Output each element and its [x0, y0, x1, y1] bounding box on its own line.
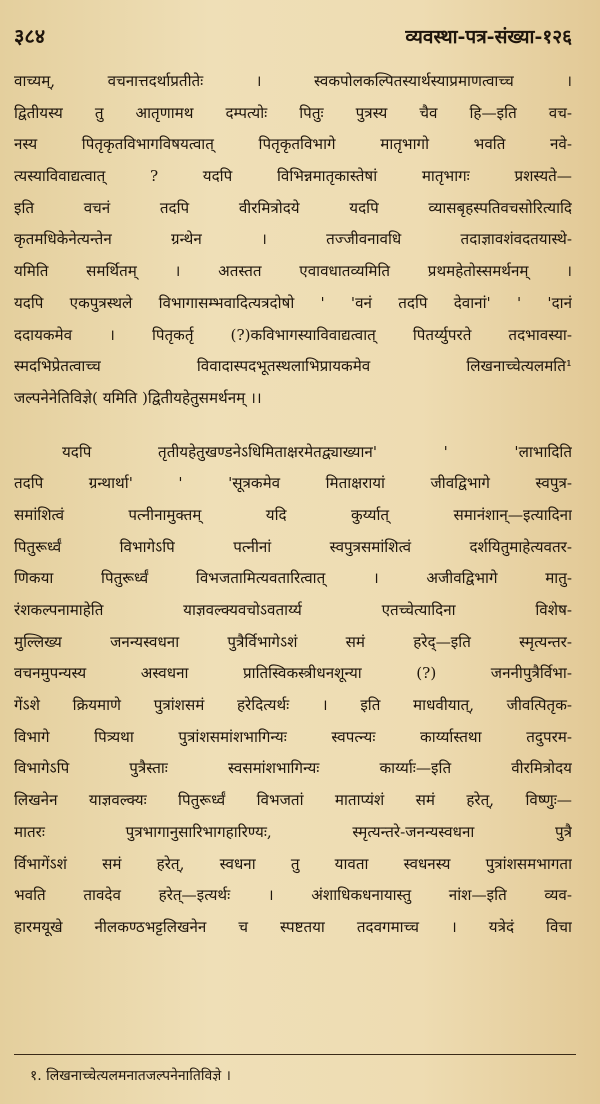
- text-line: यदपि तृतीयहेतुखण्डनेऽधिमिताक्षरमेतद्व्याख्यान' ' 'लाभादिति: [62, 442, 572, 461]
- page-header: [14, 22, 572, 58]
- text-line: र्विभागेंऽशं समं हरेत्, स्वधना तु यावता स्वधनस्य पुत्रांशसमभागता: [14, 854, 572, 873]
- text-line: विभागे पित्र्यथा पुत्रांशसमांशभागिन्यः स्वपत्न्यः कार्य्यास्तथा तदुपरम-: [14, 727, 572, 746]
- text-line: हारमयूखे नीलकण्ठभट्टलिखनेन च स्पष्टतया तदवगमाच्च । यत्रेदं विचा: [14, 917, 572, 936]
- text-line: विभागेऽपि पुत्रैस्ताः स्वसमांशभागिन्यः कार्य्याः—इति वीरमित्रोदय: [14, 759, 572, 778]
- text-line: स्मदभिप्रेतत्वाच्च विवादास्पदभूतस्थलाभिप्रायकमेव लिखनाच्चेत्यलमति¹: [14, 357, 572, 376]
- text-line: तदपि ग्रन्थार्था' ' 'सूत्रकमेव मिताक्षरायां जीवद्विभागे स्वपुत्र-: [14, 474, 572, 493]
- text-line: कृतमधिकेनेत्यन्तेन ग्रन्थेन । तज्जीवनावधि तदाज्ञावशंवदतयास्थे-: [14, 230, 572, 249]
- text-line: रंशकल्पनामाहेति याज्ञवल्क्यवचोऽवतार्य्य एतच्चेत्यादिना विशेष-: [14, 601, 572, 619]
- footnote-divider: [14, 1054, 576, 1055]
- text-line: भवति तावदेव हरेत्—इत्यर्थः । अंशाधिकधनायास्तु नांश—इति व्यव-: [14, 886, 572, 905]
- text-line: यमिति समर्थितम् । अतस्तत एवावधातव्यमिति प्रथमहेतोस्समर्थनम् ।: [14, 262, 572, 281]
- page-number: ३८४: [14, 24, 46, 48]
- paragraph-2: [14, 437, 572, 944]
- body-text: [14, 66, 572, 944]
- text-line: ददायकमेव । पितृकर्तृ (?)कविभागस्याविवाद्यत्वात् पितर्य्युपरते तदभावस्या-: [14, 325, 572, 344]
- text-line: द्वितीयस्य तु आतृणामथ दम्पत्योः पितुः पुत्रस्य चैव हि—इति वच-: [14, 103, 572, 122]
- footnote: १. लिखनाच्चेत्यलमनातजल्पनेनातिविज्ञे ।: [30, 1068, 231, 1084]
- text-line: नस्य पितृकृतविभागविषयत्वात् पितृकृतविभागे मातृभागो भवति नवे-: [14, 135, 572, 154]
- text-line: यदपि एकपुत्रस्थले विभागासम्भवादित्यत्रदोषो ' 'वनं तदपि देवानां' ' 'दानं: [14, 293, 572, 312]
- text-line: वचनमुपन्यस्य अस्वधना प्रातिस्विकस्त्रीधनशून्या (?) जननीपुत्रैर्विभा-: [14, 664, 572, 683]
- paragraph-1: [14, 66, 572, 415]
- text-line: पितुरूर्ध्वं विभागेऽपि पत्नीनां स्वपुत्रसमांशित्वं दर्शयितुमाहेत्यवतर-: [14, 537, 572, 556]
- text-line: णिकया पितुरूर्ध्वं विभजतामित्यवतारित्वात् । अजीवद्विभागे मातु-: [14, 569, 572, 588]
- text-line: इति वचनं तदपि वीरमित्रोदये यदपि व्यासबृहस्पतिवचसोरित्यादि: [14, 198, 572, 217]
- text-line: जल्पनेनेतिविज्ञे( यमिति )द्वितीयहेतुसमर्थनम् ।।: [14, 388, 262, 407]
- text-line: त्यस्याविवाद्यत्वात् ? यदपि विभिन्नमातृकास्तेषां मातृभागः प्रशस्यते—: [14, 167, 572, 186]
- text-line: वाच्यम्, वचनात्तदर्थाप्रतीतेः । स्वकपोलकल्पितस्यार्थस्याप्रमाणत्वाच्च ।: [14, 72, 572, 90]
- text-line: लिखनेन याज्ञवल्क्यः पितुरूर्ध्वं विभजतां माताप्यंशं समं हरेत्, विष्णुः—: [14, 791, 572, 810]
- text-line: मातरः पुत्रभागानुसारिभागहारिण्यः, स्मृत्यन्तरे-जनन्यस्वधना पुत्रै: [14, 822, 572, 841]
- text-line: समांशित्वं पत्नीनामुक्तम् यदि कुर्य्यात् समानंशान्—इत्यादिना: [14, 505, 572, 524]
- text-line: गेंऽशे क्रियमाणे पुत्रांशसमं हरेदित्यर्थः । इति माधवीयात्, जीवत्पितृक-: [14, 696, 572, 715]
- running-title: व्यवस्था-पत्र-संख्या-१२६: [405, 26, 572, 48]
- text-line: मुल्लिख्य जनन्यस्वधना पुत्रैर्विभागेऽशं समं हरेद्—इति स्मृत्यन्तर-: [14, 632, 572, 651]
